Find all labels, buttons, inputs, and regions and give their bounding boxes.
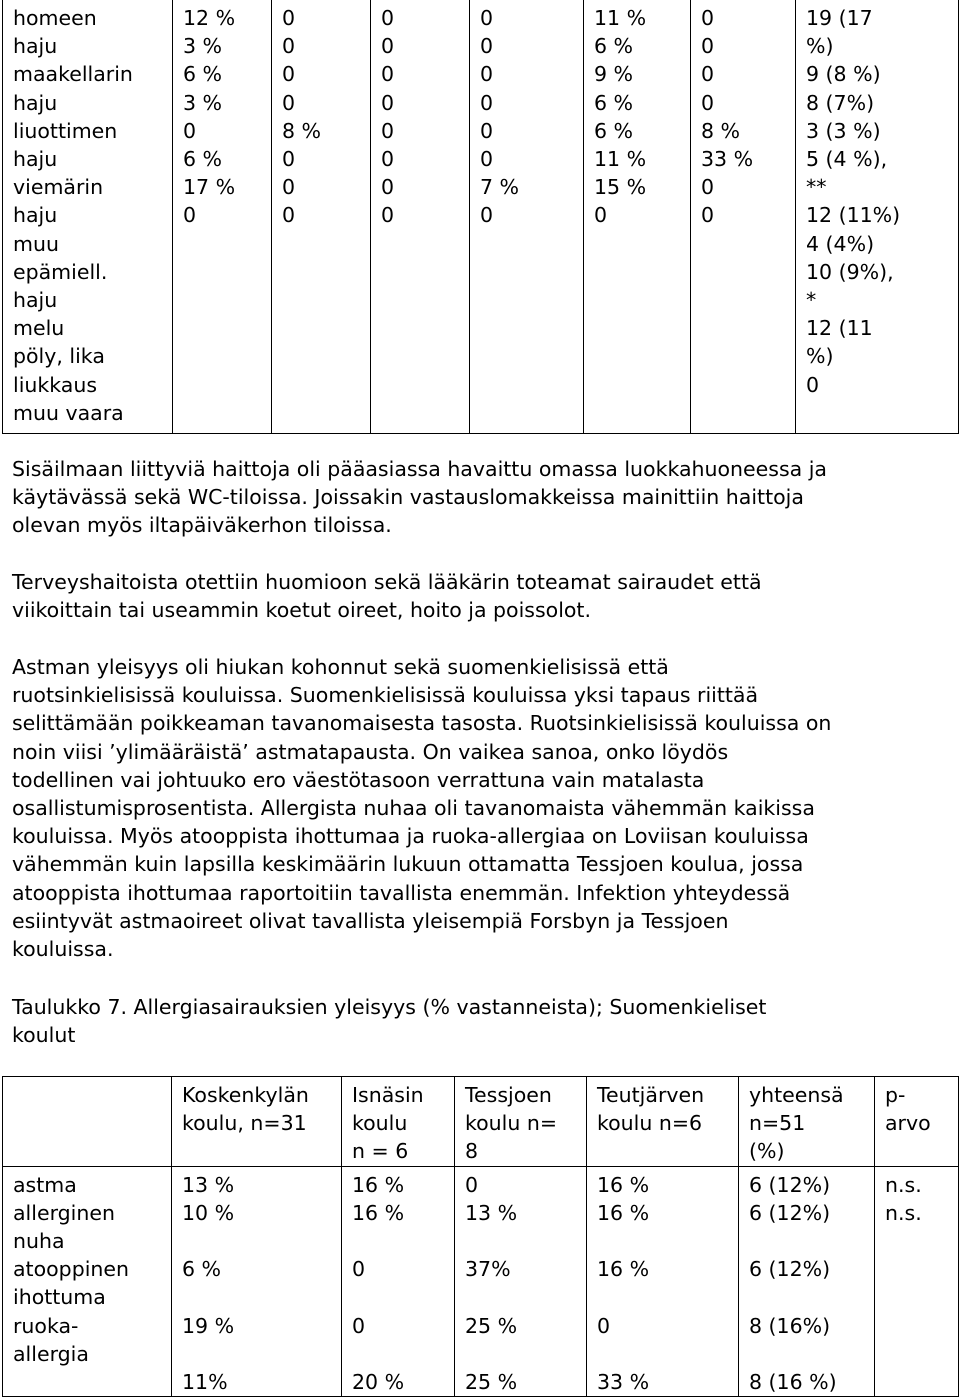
cell-value: * (806, 288, 817, 313)
value-cell (342, 1166, 455, 1397)
header-text: n = 6 (352, 1139, 409, 1164)
cell-value: 6 % (183, 62, 223, 87)
cell-value: 6 % (182, 1257, 222, 1282)
text-line: kouluissa. (12, 937, 114, 962)
text-line: selittämään poikkeaman tavanomaisesta tasosta. Ruotsinkielisissä kouluissa on (12, 711, 832, 736)
total-cell (796, 0, 959, 434)
cell-value: 33 % (701, 147, 754, 172)
cell-value: 0 (381, 62, 395, 87)
value-cell (587, 1166, 739, 1397)
cell-value: 0 (806, 372, 820, 397)
cell-value (182, 1283, 331, 1311)
column-header (342, 1077, 455, 1167)
row-label: homeen (13, 6, 97, 30)
allergy-table (2, 1076, 959, 1397)
cell-value: 0 (701, 6, 715, 30)
header-text (13, 1081, 161, 1109)
cell-value (749, 1340, 864, 1368)
cell-value: 0 (480, 90, 494, 115)
cell-value: 0 (282, 62, 296, 87)
cell-value: 0 (465, 1172, 479, 1197)
text-line: Sisäilmaan liittyviä haittoja oli pääasiassa havaittu omassa luokkahuoneessa ja (12, 457, 827, 481)
row-label: liukkaus (13, 372, 98, 397)
row-label: muu (13, 231, 59, 256)
row-label: astma (13, 1172, 77, 1197)
cell-value: 8 (7%) (806, 90, 875, 115)
cell-value: 3 % (183, 34, 223, 59)
total-cell (739, 1166, 875, 1397)
text-line: osallistumisprosentista. Allergista nuhaa oli tavanomaista vähemmän kaikissa (12, 796, 815, 821)
table-row (3, 0, 959, 434)
row-label: ihottuma (13, 1285, 106, 1310)
row-label: haju (13, 147, 58, 172)
header-text: Isnäsin (352, 1083, 424, 1107)
cell-value: 16 % (597, 1200, 650, 1225)
cell-value: 7 % (480, 175, 520, 200)
cell-value (597, 1283, 728, 1311)
cell-value: 0 (282, 147, 296, 172)
cell-value: 6 (12%) (749, 1172, 831, 1197)
paragraph (12, 568, 952, 624)
cell-value: 6 (12%) (749, 1200, 831, 1225)
cell-value: 12 % (183, 6, 236, 30)
cell-value (352, 1227, 444, 1255)
row-labels-cell (3, 0, 173, 434)
cell-value: 0 (480, 6, 494, 30)
cell-value: 8 (16 %) (749, 1370, 837, 1395)
cell-value: 0 (282, 90, 296, 115)
text-line: atooppista ihottumaa raportoitiin tavallista enemmän. Infektion yhteydessä (12, 880, 791, 905)
cell-value: 16 % (597, 1257, 650, 1282)
text-line: vähemmän kuin lapsilla keskimäärin lukuun ottamatta Tessjoen koulua, jossa (12, 852, 804, 877)
cell-value: 6 (12%) (749, 1257, 831, 1282)
cell-value: 0 (282, 175, 296, 200)
header-text: (%) (749, 1139, 785, 1164)
cell-value: 12 (11 (806, 316, 873, 341)
cell-value: 6 % (594, 118, 634, 143)
text-line: olevan myös iltapäiväkerhon tiloissa. (12, 513, 392, 538)
table-caption (12, 993, 952, 1049)
cell-value: 0 (381, 118, 395, 143)
cell-value: 0 (480, 118, 494, 143)
row-label: viemärin (13, 175, 104, 200)
top-data-table (2, 0, 959, 434)
column-header (455, 1077, 587, 1167)
cell-value: 0 (282, 203, 296, 228)
cell-value: 4 (4%) (806, 231, 875, 256)
cell-value: 12 (11%) (806, 203, 901, 228)
cell-value: 0 (701, 175, 715, 200)
cell-value: 8 % (701, 118, 741, 143)
value-cell (455, 1166, 587, 1397)
row-labels-cell (3, 1166, 172, 1397)
cell-value: 11 % (594, 147, 647, 172)
cell-value: 0 (701, 203, 715, 228)
cell-value: 0 (597, 1313, 611, 1338)
value-cell (371, 0, 470, 434)
cell-value: 0 (183, 118, 197, 143)
cell-value: 3 (3 %) (806, 118, 881, 143)
row-label: haju (13, 288, 58, 313)
cell-value: 0 (381, 34, 395, 59)
text-line: käytävässä sekä WC-tiloissa. Joissakin vastauslomakkeissa mainittiin haittoja (12, 485, 804, 510)
value-cell (691, 0, 796, 434)
cell-value: 33 % (597, 1370, 650, 1395)
header-text: koulu, n=31 (182, 1111, 307, 1136)
cell-value: ** (806, 175, 827, 200)
cell-value (465, 1227, 576, 1255)
cell-value: 0 (381, 147, 395, 172)
cell-value (749, 1227, 864, 1255)
cell-value: 16 % (352, 1200, 405, 1225)
header-text: koulu (352, 1111, 408, 1136)
header-text: arvo (885, 1111, 931, 1136)
cell-value: 20 % (352, 1370, 405, 1395)
cell-value: 6 % (183, 147, 223, 172)
header-text: 8 (465, 1139, 479, 1164)
text-line: esiintyvät astmaoireet olivat tavallista yleisempiä Forsbyn ja Tessjoen (12, 908, 729, 933)
header-text: p- (885, 1083, 906, 1107)
cell-value: 8 (16%) (749, 1313, 831, 1338)
row-label: maakellarin (13, 62, 133, 87)
text-line: todellinen vai johtuuko ero väestötasoon verrattuna vain matalasta (12, 767, 705, 792)
cell-value: 15 % (594, 175, 647, 200)
header-text: Koskenkylän (182, 1083, 309, 1107)
row-label: atooppinen (13, 1257, 130, 1282)
text-line: noin viisi ’ylimääräistä’ astmatapausta. On vaikea sanoa, onko löydös (12, 739, 729, 764)
cell-value: 0 (381, 203, 395, 228)
cell-value: 17 % (183, 175, 236, 200)
value-cell (173, 0, 272, 434)
text-line: Terveyshaitoista otettiin huomioon sekä lääkärin toteamat sairaudet että (12, 570, 762, 594)
header-text: n=51 (749, 1111, 806, 1136)
table-header-row (3, 1077, 959, 1167)
text-line: Taulukko 7. Allergiasairauksien yleisyys (% vastanneista); Suomenkieliset (12, 995, 767, 1019)
cell-value: n.s. (885, 1172, 922, 1197)
cell-value: 0 (282, 6, 296, 30)
cell-value (597, 1340, 728, 1368)
cell-value: 0 (480, 34, 494, 59)
header-text: Teutjärven (597, 1083, 705, 1107)
row-label: haju (13, 34, 58, 59)
cell-value: %) (806, 34, 834, 59)
paragraph (12, 653, 952, 963)
cell-value: 10 % (182, 1200, 235, 1225)
cell-value: 11 % (594, 6, 647, 30)
cell-value: 25 % (465, 1370, 518, 1395)
text-line: ruotsinkielisissä kouluissa. Suomenkielisissä kouluissa yksi tapaus riittää (12, 683, 759, 708)
cell-value: 16 % (597, 1172, 650, 1197)
cell-value: 13 % (182, 1172, 235, 1197)
cell-value (352, 1340, 444, 1368)
cell-value: 6 % (594, 34, 634, 59)
cell-value: 0 (381, 6, 395, 30)
row-label: haju (13, 90, 58, 115)
cell-value: 0 (701, 90, 715, 115)
cell-value: 3 % (183, 90, 223, 115)
cell-value: 5 (4 %), (806, 147, 888, 172)
cell-value: 37% (465, 1257, 511, 1282)
cell-value (465, 1283, 576, 1311)
column-header (875, 1077, 959, 1167)
cell-value (182, 1227, 331, 1255)
column-header (3, 1077, 172, 1167)
column-header (739, 1077, 875, 1167)
cell-value: 0 (701, 34, 715, 59)
value-cell (584, 0, 691, 434)
cell-value: 6 % (594, 90, 634, 115)
row-label: haju (13, 203, 58, 228)
text-line: koulut (12, 1023, 76, 1048)
cell-value: 9 (8 %) (806, 62, 881, 87)
header-text: yhteensä (749, 1083, 844, 1107)
cell-value (465, 1340, 576, 1368)
cell-value (597, 1227, 728, 1255)
cell-value: %) (806, 344, 834, 369)
cell-value: 8 % (282, 118, 322, 143)
cell-value: 0 (352, 1257, 366, 1282)
column-header (587, 1077, 739, 1167)
cell-value: 13 % (465, 1200, 518, 1225)
cell-value: 0 (480, 62, 494, 87)
header-text: koulu n= (465, 1111, 558, 1136)
row-label: melu (13, 316, 65, 341)
header-text: koulu n=6 (597, 1111, 703, 1136)
cell-value: 16 % (352, 1172, 405, 1197)
text-line: Astman yleisyys oli hiukan kohonnut sekä suomenkielisissä että (12, 655, 669, 679)
cell-value: 25 % (465, 1313, 518, 1338)
cell-value: 0 (480, 147, 494, 172)
value-cell (470, 0, 584, 434)
cell-value (749, 1283, 864, 1311)
cell-value: 0 (183, 203, 197, 228)
column-header (172, 1077, 342, 1167)
cell-value: 0 (594, 203, 608, 228)
cell-value: 0 (381, 90, 395, 115)
cell-value: 0 (282, 34, 296, 59)
value-cell (272, 0, 371, 434)
text-line: viikoittain tai useammin koetut oireet, hoito ja poissolot. (12, 598, 591, 623)
cell-value: 11% (182, 1370, 228, 1395)
row-label: allergia (13, 1341, 89, 1366)
row-label: liuottimen (13, 118, 118, 143)
row-label: ruoka- (13, 1313, 79, 1338)
cell-value: 9 % (594, 62, 634, 87)
cell-value (352, 1283, 444, 1311)
cell-value: n.s. (885, 1200, 922, 1225)
cell-value: 0 (381, 175, 395, 200)
cell-value: 10 (9%), (806, 259, 894, 284)
row-label: pöly, lika (13, 344, 105, 369)
value-cell (172, 1166, 342, 1397)
row-label: allerginen (13, 1200, 115, 1225)
row-label: epämiell. (13, 259, 108, 284)
paragraph (12, 455, 952, 540)
cell-value: 0 (701, 62, 715, 87)
table-row (3, 1166, 959, 1397)
header-text: Tessjoen (465, 1083, 552, 1107)
row-label: nuha (13, 1229, 65, 1254)
cell-value: 0 (352, 1313, 366, 1338)
text-line: kouluissa. Myös atooppista ihottumaa ja ruoka-allergiaa on Loviisan kouluissa (12, 824, 809, 849)
cell-value: 19 (17 (806, 6, 873, 30)
p-value-cell (875, 1166, 959, 1397)
row-label: muu vaara (13, 400, 124, 425)
cell-value: 19 % (182, 1313, 235, 1338)
cell-value: 0 (480, 203, 494, 228)
cell-value (182, 1340, 331, 1368)
